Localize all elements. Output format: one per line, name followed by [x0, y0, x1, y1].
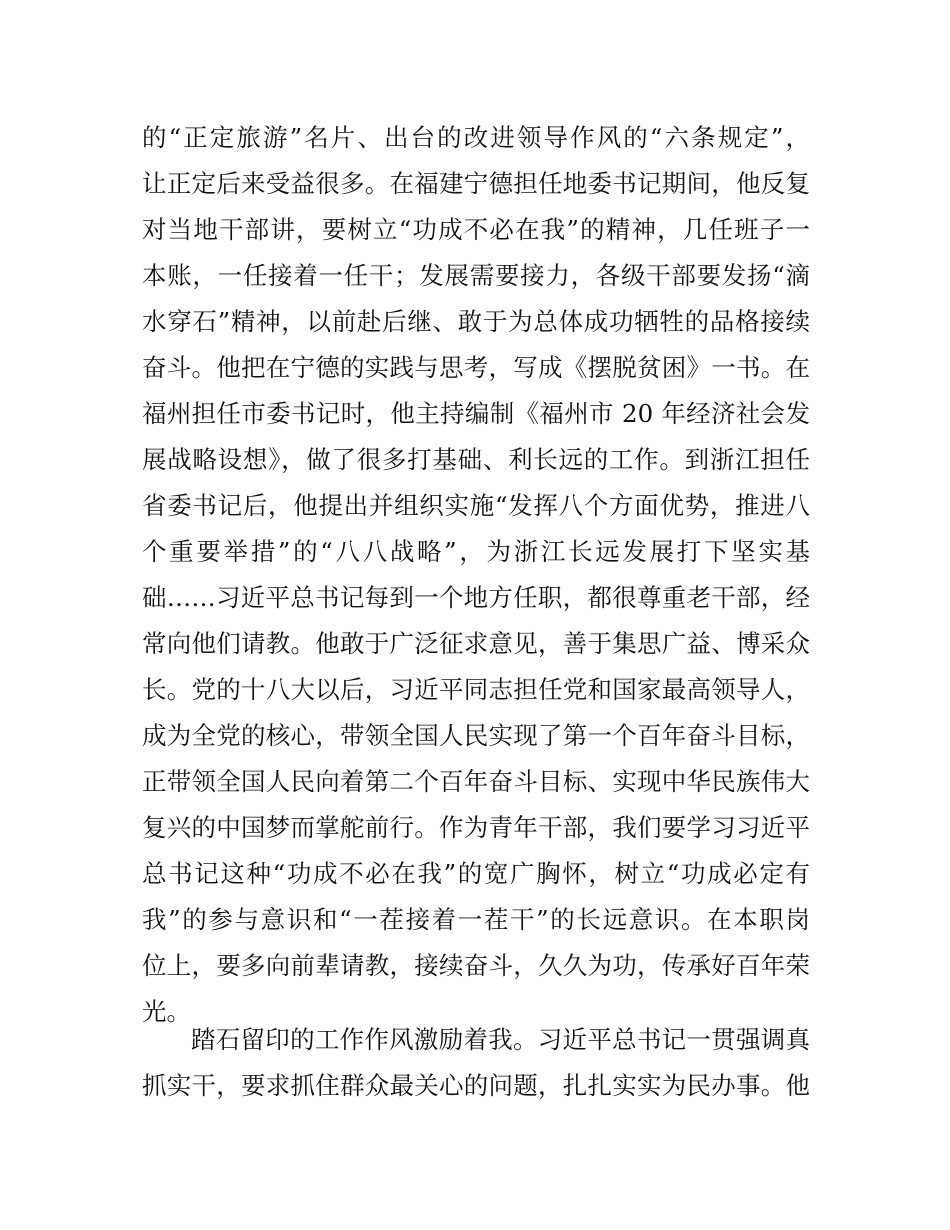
text-line: 光。	[142, 997, 191, 1026]
text-line: 复兴的中国梦而掌舵前行。作为青年干部，我们要学习习近平	[142, 813, 810, 842]
text-line: 正带领全国人民向着第二个百年奋斗目标、实现中华民族伟大	[142, 767, 810, 796]
text-line: 总书记这种“功成不必在我”的宽广胸怀，树立“功成必定有	[142, 859, 810, 888]
text-line: 长。党的十八大以后，习近平同志担任党和国家最高领导人，	[142, 675, 810, 704]
text-line: 对当地干部讲，要树立“功成不必在我”的精神，几任班子一	[142, 215, 810, 244]
text-line: 展战略设想》，做了很多打基础、利长远的工作。到浙江担任	[142, 445, 810, 474]
text-line: 水穿石”精神，以前赴后继、敢于为总体成功牺牲的品格接续	[142, 307, 810, 336]
text-line: 福州担任市委书记时，他主持编制《福州市 20 年经济社会发	[142, 399, 810, 428]
text-line: 让正定后来受益很多。在福建宁德担任地委书记期间，他反复	[142, 169, 810, 198]
text-line: 位上，要多向前辈请教，接续奋斗，久久为功，传承好百年荣	[142, 951, 810, 980]
text-line: 踏石留印的工作作风激励着我。习近平总书记一贯强调真	[191, 1025, 810, 1054]
text-line: 省委书记后，他提出并组织实施“发挥八个方面优势，推进八	[142, 491, 810, 520]
text-line: 础……习近平总书记每到一个地方任职，都很尊重老干部，经	[142, 583, 810, 612]
text-line: 的“正定旅游”名片、出台的改进领导作风的“六条规定”，	[142, 123, 810, 152]
text-line: 成为全党的核心，带领全国人民实现了第一个百年奋斗目标，	[142, 721, 810, 750]
paragraph-2	[142, 1017, 810, 1109]
text-line: 个重要举措”的“八八战略”，为浙江长远发展打下坚实基	[142, 537, 810, 566]
paragraph-1	[142, 115, 810, 1035]
text-line: 常向他们请教。他敢于广泛征求意见，善于集思广益、博采众	[142, 629, 810, 658]
text-line: 本账，一任接着一任干；发展需要接力，各级干部要发扬“滴	[142, 261, 810, 290]
text-line: 我”的参与意识和“一茬接着一茬干”的长远意识。在本职岗	[142, 905, 810, 934]
text-line: 抓实干，要求抓住群众最关心的问题，扎扎实实为民办事。他	[142, 1071, 810, 1100]
text-line: 奋斗。他把在宁德的实践与思考，写成《摆脱贫困》一书。在	[142, 353, 810, 382]
